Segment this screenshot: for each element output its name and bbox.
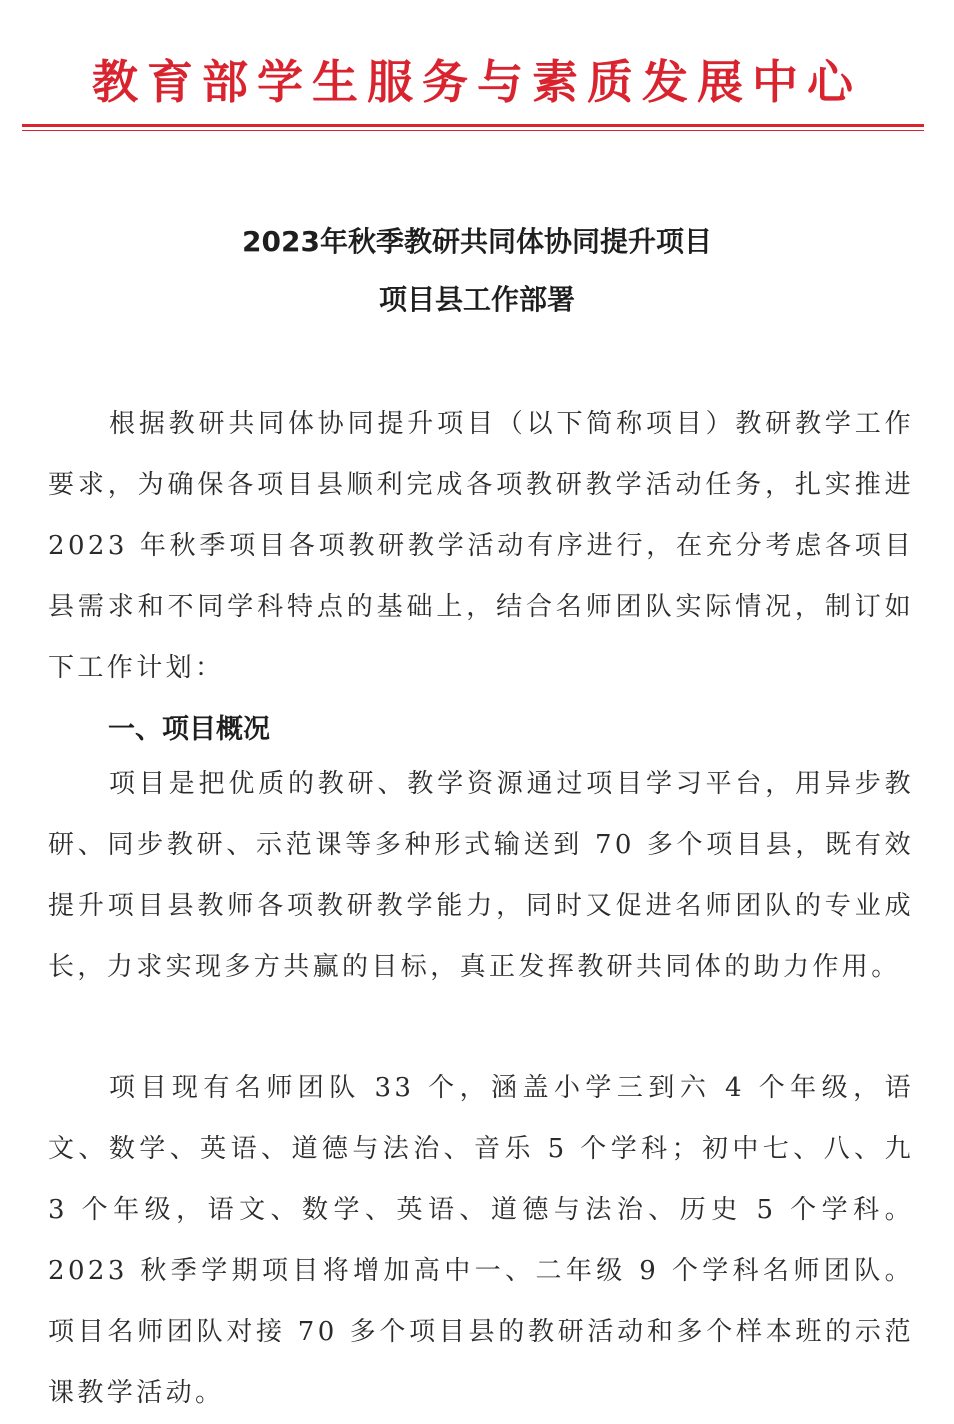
- overview-paragraph-1: 项目是把优质的教研、教学资源通过项目学习平台，用异步教研、同步教研、示范课等多种形式输送到 70 多个项目县，既有效提升项目县教师各项教研教学能力，同时又促进名师团队的专业成长，力求实现多方共赢的目标，真正发挥教研共同体的助力作用。: [48, 769, 914, 982]
- document-title-line2: 项目县工作部署: [378, 283, 575, 316]
- intro-paragraph: 根据教研共同体协同提升项目（以下简称项目）教研教学工作要求，为确保各项目县顺利完成各项教研教学活动任务，扎实推进 2023 年秋季项目各项教研教学活动有序进行，在充分考虑各项目县需求和不同学科特点的基础上，结合名师团队实际情况，制订如下工作计划：: [48, 409, 914, 683]
- letterhead-org-name: 教育部学生服务与素质发展中心: [92, 55, 862, 109]
- letterhead-divider-thick: [22, 124, 924, 127]
- overview-paragraph-2: 项目现有名师团队 33 个，涵盖小学三到六 4 个年级，语文、数学、英语、道德与法治、音乐 5 个学科；初中七、八、九 3 个年级，语文、数学、英语、道德与法治、历史 5 个学科。2023 秋季学期项目将增加高中一、二年级 9 个学科名师团队。项目名师团队对接 70 多个项目县的教研活动和多个样本班的示范课教学活动。: [48, 1073, 914, 1408]
- document-title-line1: 2023年秋季教研共同体协同提升项目: [242, 225, 712, 258]
- letterhead-divider-thin: [22, 130, 924, 131]
- section-heading-overview: 一、项目概况: [108, 714, 270, 745]
